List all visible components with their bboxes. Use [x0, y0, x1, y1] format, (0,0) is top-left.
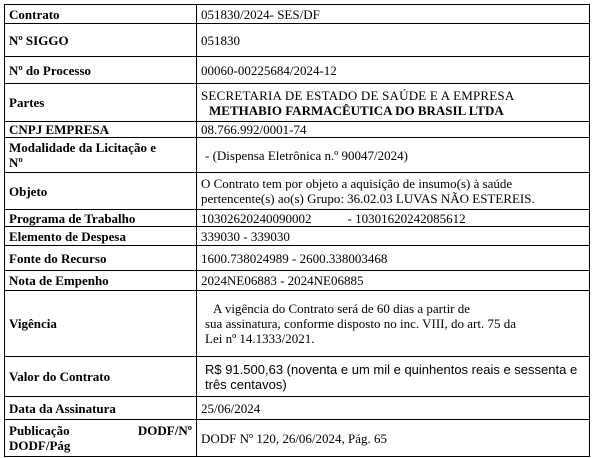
contract-summary-table — [4, 4, 590, 457]
row-vigencia — [5, 291, 590, 357]
value-partes — [197, 84, 590, 122]
row-assinatura — [5, 397, 590, 420]
label-modalidade-line-1: Modalidade da Licitação e — [9, 140, 156, 155]
label-partes: Partes — [5, 84, 197, 122]
row-partes — [5, 84, 590, 122]
label-modalidade — [5, 138, 197, 173]
value-processo: 00060-00225684/2024-12 — [197, 57, 590, 84]
value-assinatura: 25/06/2024 — [197, 397, 590, 420]
label-publicacao-line-1 — [9, 423, 192, 438]
value-contrato: 051830/2024- SES/DF — [197, 5, 590, 24]
value-vigencia — [197, 291, 590, 357]
label-vigencia: Vigência — [5, 291, 197, 357]
label-fonte: Fonte do Recurso — [5, 246, 197, 271]
label-objeto: Objeto — [5, 173, 197, 210]
label-empenho: Nota de Empenho — [5, 271, 197, 291]
vigencia-line-1: A vigência do Contrato será de 60 dias a partir de — [213, 301, 471, 316]
value-objeto — [197, 173, 590, 210]
row-cnpj — [5, 122, 590, 138]
value-cnpj: 08.766.992/0001-74 — [197, 122, 590, 138]
row-modalidade — [5, 138, 590, 173]
objeto-line-1: O Contrato tem por objeto a aquisição de insumo(s) à saúde — [201, 176, 513, 191]
label-publicacao-right: DODF/Nº — [137, 423, 192, 438]
row-publicacao — [5, 420, 590, 457]
row-contrato — [5, 5, 590, 24]
vigencia-line-2: sua assinatura, conforme disposto no inc. VIII, do art. 75 da — [205, 316, 516, 331]
row-programa — [5, 210, 590, 227]
value-fonte: 1600.738024989 - 2600.338003468 — [197, 246, 590, 271]
valor-line-1: R$ 91.500,63 (noventa e um mil e quinhentos reais e sessenta e — [205, 361, 578, 377]
row-elemento — [5, 227, 590, 246]
partes-company-name: METHABIO FARMACÊUTICA DO BRASIL LTDA — [209, 102, 504, 118]
programa-value-1: 10302620240090002 — [201, 210, 312, 226]
row-siggo — [5, 24, 590, 57]
label-publicacao-left: Publicação — [9, 423, 70, 438]
value-valor — [197, 357, 590, 397]
programa-value-2: - 10301620242085612 — [347, 210, 466, 226]
partes-line-1: SECRETARIA DE ESTADO DE SAÚDE E A EMPRESA — [201, 87, 515, 103]
value-empenho: 2024NE06883 - 2024NE06885 — [197, 271, 590, 291]
label-assinatura: Data da Assinatura — [5, 397, 197, 420]
value-elemento: 339030 - 339030 — [197, 227, 590, 246]
row-fonte — [5, 246, 590, 271]
row-valor — [5, 357, 590, 397]
label-processo: Nº do Processo — [5, 57, 197, 84]
label-publicacao-line-2: DODF/Pág — [9, 438, 71, 453]
row-empenho — [5, 271, 590, 291]
label-elemento: Elemento de Despesa — [5, 227, 197, 246]
row-processo — [5, 57, 590, 84]
value-modalidade: - (Dispensa Eletrônica n.º 90047/2024) — [197, 138, 590, 173]
label-programa: Programa de Trabalho — [5, 210, 197, 227]
row-objeto — [5, 173, 590, 210]
label-publicacao — [5, 420, 197, 457]
valor-line-2: três centavos) — [205, 376, 287, 392]
label-contrato: Contrato — [5, 5, 197, 24]
vigencia-line-3: Lei nº 14.1333/2021. — [205, 331, 315, 346]
label-cnpj: CNPJ EMPRESA — [5, 122, 197, 138]
value-programa — [197, 210, 590, 227]
label-modalidade-line-2: Nº — [9, 155, 23, 170]
objeto-line-2: pertencente(s) ao(s) Grupo: 36.02.03 LUVAS NÃO ESTEREIS. — [201, 191, 535, 206]
label-siggo: Nº SIGGO — [5, 24, 197, 57]
value-siggo: 051830 — [197, 24, 590, 57]
value-publicacao: DODF Nº 120, 26/06/2024, Pág. 65 — [197, 420, 590, 457]
label-valor: Valor do Contrato — [5, 357, 197, 397]
